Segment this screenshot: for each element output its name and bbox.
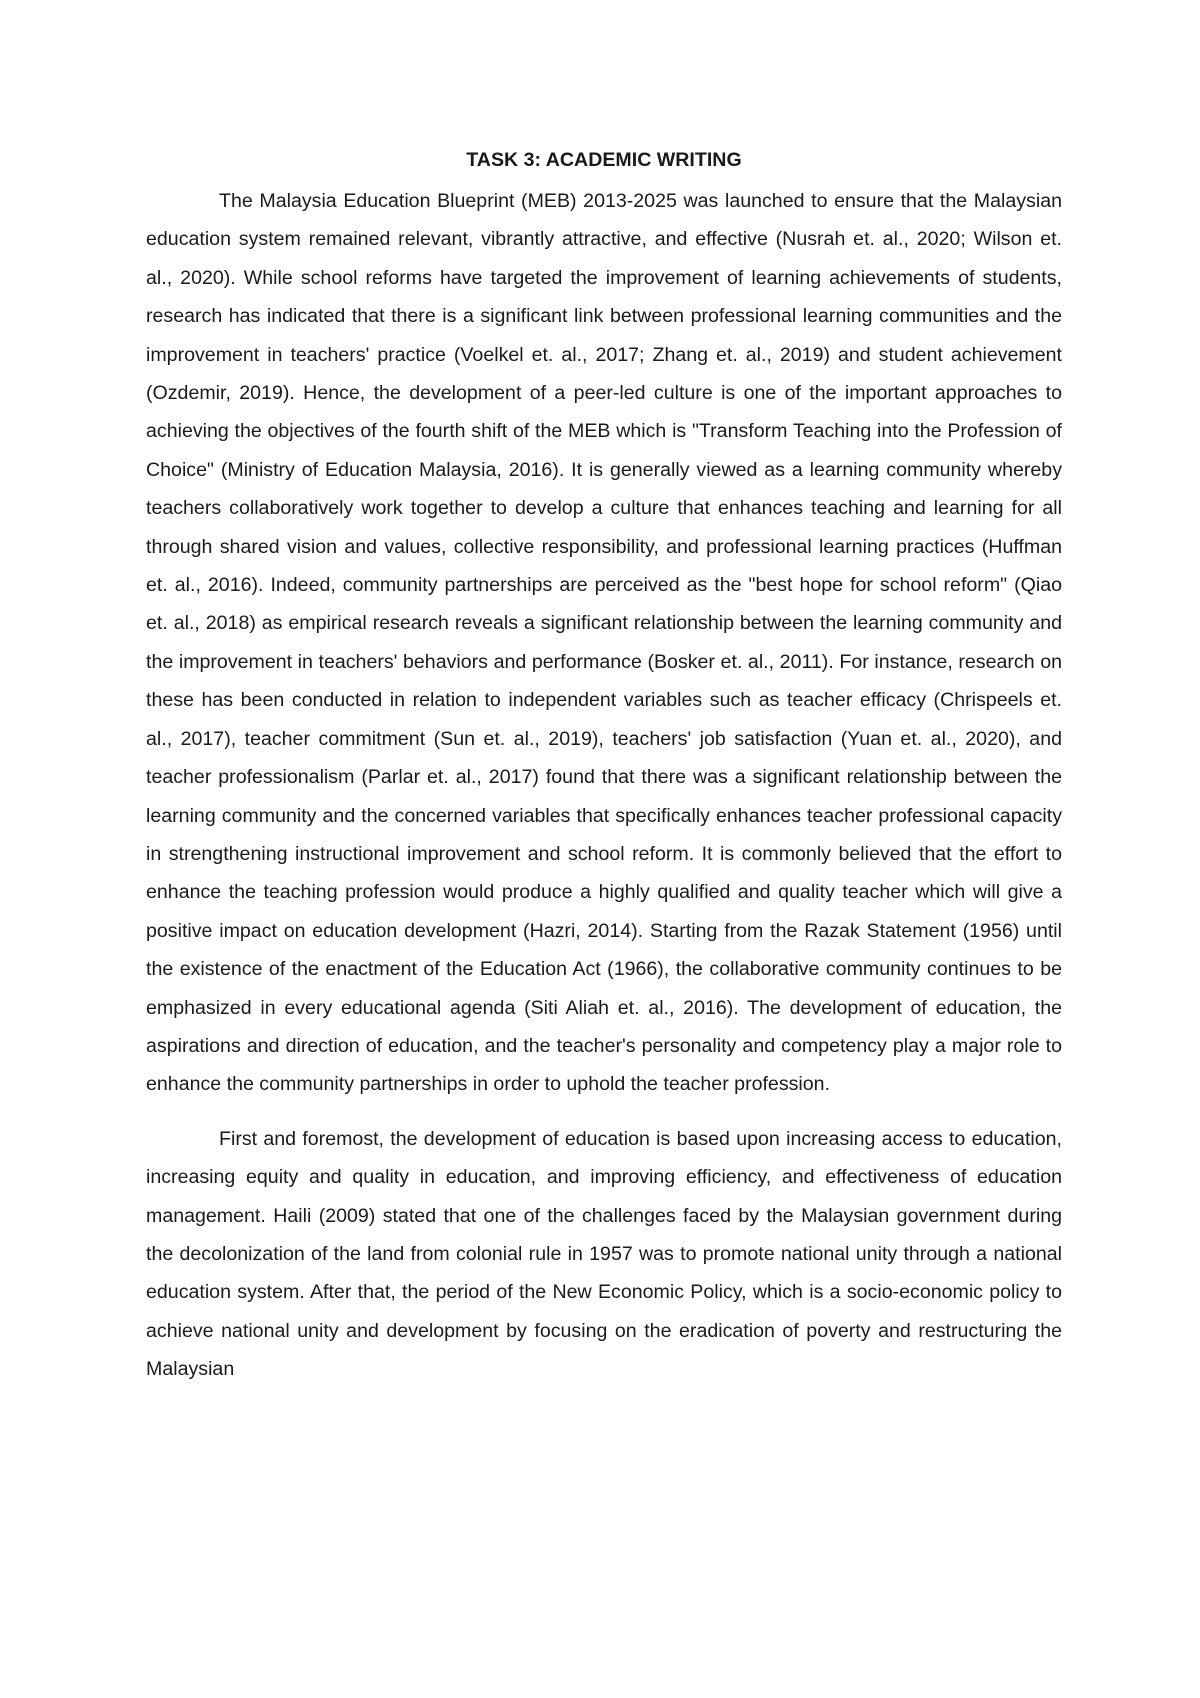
paragraph-1: The Malaysia Education Blueprint (MEB) 2013-2025 was launched to ensure that the Malaysian education system remained relevant, vibrantly attractive, and effective (Nusrah et. al., 2020; Wilson et. al., 2020). While school reforms have targeted the improvement of learning achievements of students, research has indicated that there is a significant link between professional learning communities and the improvement in teachers' practice (Voelkel et. al., 2017; Zhang et. al., 2019) and student achievement (Ozdemir, 2019). Hence, the development of a peer-led culture is one of the important approaches to achieving the objectives of the fourth shift of the MEB which is "Transform Teaching into the Profession of Choice" (Ministry of Education Malaysia, 2016). It is generally viewed as a learning community whereby teachers collaboratively work together to develop a culture that enhances teaching and learning for all through shared vision and values, collective responsibility, and professional learning practices (Huffman et. al., 2016). Indeed, community partnerships are perceived as the "best hope for school reform" (Qiao et. al., 2018) as empirical research reveals a significant relationship between the learning community and the improvement in teachers' behaviors and performance (Bosker et. al., 2011). For instance, research on these has been conducted in relation to independent variables such as teacher efficacy (Chrispeels et. al., 2017), teacher commitment (Sun et. al., 2019), teachers' job satisfaction (Yuan et. al., 2020), and teacher professionalism (Parlar et. al., 2017) found that there was a significant relationship between the learning community and the concerned variables that specifically enhances teacher professional capacity in strengthening instructional improvement and school reform. It is commonly believed that the effort to enhance the teaching profession would produce a highly qualified and quality teacher which will give a positive impact on education development (Hazri, 2014). Starting from the Razak Statement (1956) until the existence of the enactment of the Education Act (1966), the collaborative community continues to be emphasized in every educational agenda (Siti Aliah et. al., 2016). The development of education, the aspirations and direction of education, and the teacher's personality and competency play a major role to enhance the community partnerships in order to uphold the teacher profession. (146, 190, 1062, 1096)
document-body (146, 146, 1062, 1389)
document-title: TASK 3: ACADEMIC WRITING (466, 149, 742, 171)
paragraph-2: First and foremost, the development of education is based upon increasing access to education, increasing equity and quality in education, and improving efficiency, and effectiveness of education management. Haili (2009) stated that one of the challenges faced by the Malaysian government during the decolonization of the land from colonial rule in 1957 was to promote national unity through a national education system. After that, the period of the New Economic Policy, which is a socio-economic policy to achieve national unity and development by focusing on the eradication of poverty and restructuring the Malaysian (146, 1127, 1062, 1381)
